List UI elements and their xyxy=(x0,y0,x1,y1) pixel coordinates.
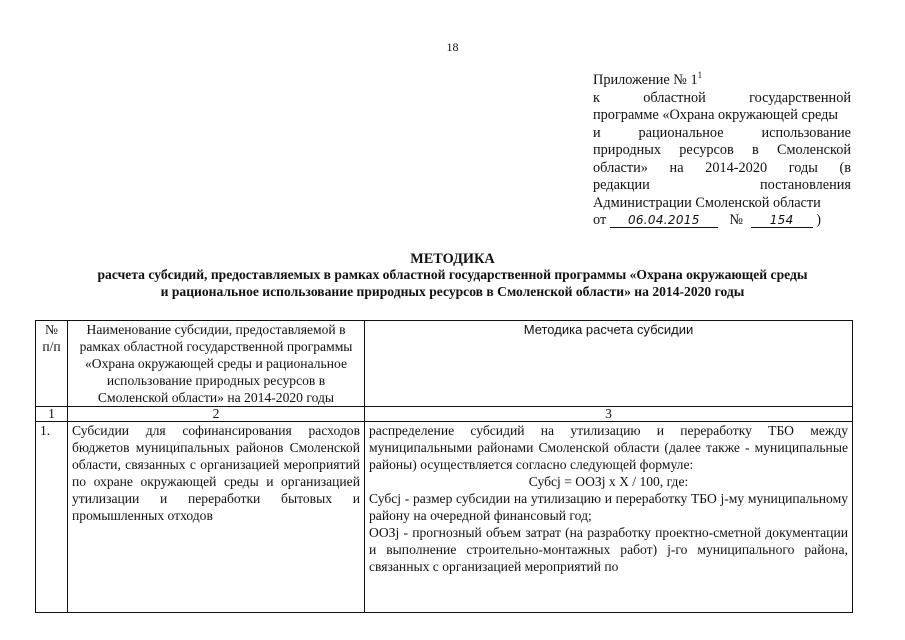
methodology-table xyxy=(35,320,853,613)
appendix-line: природных ресурсов в Смоленской xyxy=(593,142,851,158)
handwritten-number: 154 xyxy=(751,213,813,228)
index-cell: 1 xyxy=(36,407,68,422)
row-method xyxy=(365,422,853,613)
signature-line xyxy=(593,212,851,230)
sign-suffix: ) xyxy=(816,212,821,228)
number-label: № xyxy=(729,212,744,228)
table-row xyxy=(36,422,853,613)
appendix-title-text: Приложение № 1 xyxy=(593,72,698,88)
subtitle-line: и рациональное использование природных ресурсов в Смоленской области» на 2014-2020 годы xyxy=(160,284,745,299)
document-subtitle xyxy=(20,266,885,300)
method-intro: распределение субсидий на утилизацию и переработку ТБО между муниципальными районами Смоленской области (далее также - муниципальные районы) осуществляется согласно следующей формуле: xyxy=(369,423,848,472)
appendix-line: редакции постановления xyxy=(593,177,851,193)
table-header-row xyxy=(36,321,853,407)
appendix-line: Администрации Смоленской области xyxy=(593,194,821,211)
index-cell: 3 xyxy=(365,407,853,422)
header-method: Методика расчета субсидии xyxy=(365,321,853,407)
row-num: 1. xyxy=(36,422,68,613)
appendix-title xyxy=(593,67,851,90)
index-cell: 2 xyxy=(68,407,365,422)
appendix-block xyxy=(593,67,851,230)
row-name: Субсидии для софинансирования расходов бюджетов муниципальных районов Смоленской области, связанных с организацией мероприятий по охране окружающей среды и организацией утилизации и переработки бытовых и промышленных отходов xyxy=(68,422,365,613)
method-definition: Субсj - размер субсидии на утилизацию и переработку ТБО j-му муниципальному району на очередной финансовый год; xyxy=(369,491,848,523)
appendix-line: к областной государственной xyxy=(593,89,851,106)
page-number: 18 xyxy=(446,40,459,54)
method-formula: Субсj = ООЗj х Х / 100, где: xyxy=(528,474,689,489)
method-definition: ООЗj - прогнозный объем затрат (на разработку проектно-сметной документации и выполнение строительно-монтажных работ) j-го муниципального района, связанных с организацией мероприятий по xyxy=(369,525,848,574)
header-num: № п/п xyxy=(36,321,68,407)
document-title: МЕТОДИКА xyxy=(410,251,495,267)
sign-prefix: от xyxy=(593,212,607,228)
appendix-title-superscript: 1 xyxy=(697,70,703,80)
handwritten-date: 06.04.2015 xyxy=(610,213,718,228)
appendix-line: программе «Охрана окружающей среды xyxy=(593,107,839,123)
appendix-line: и рациональное использование xyxy=(593,124,851,141)
header-name: Наименование субсидии, предоставляемой в рамках областной государственной программы «Охрана окружающей среды и рациональное использование природных ресурсов в Смоленской области» на 2014-2020 годы xyxy=(68,321,365,407)
index-row xyxy=(36,407,853,422)
subtitle-line: расчета субсидий, предоставляемых в рамках областной государственной программы «Охрана окружающей среды xyxy=(97,267,808,282)
appendix-line: области» на 2014-2020 годы (в xyxy=(593,159,851,176)
